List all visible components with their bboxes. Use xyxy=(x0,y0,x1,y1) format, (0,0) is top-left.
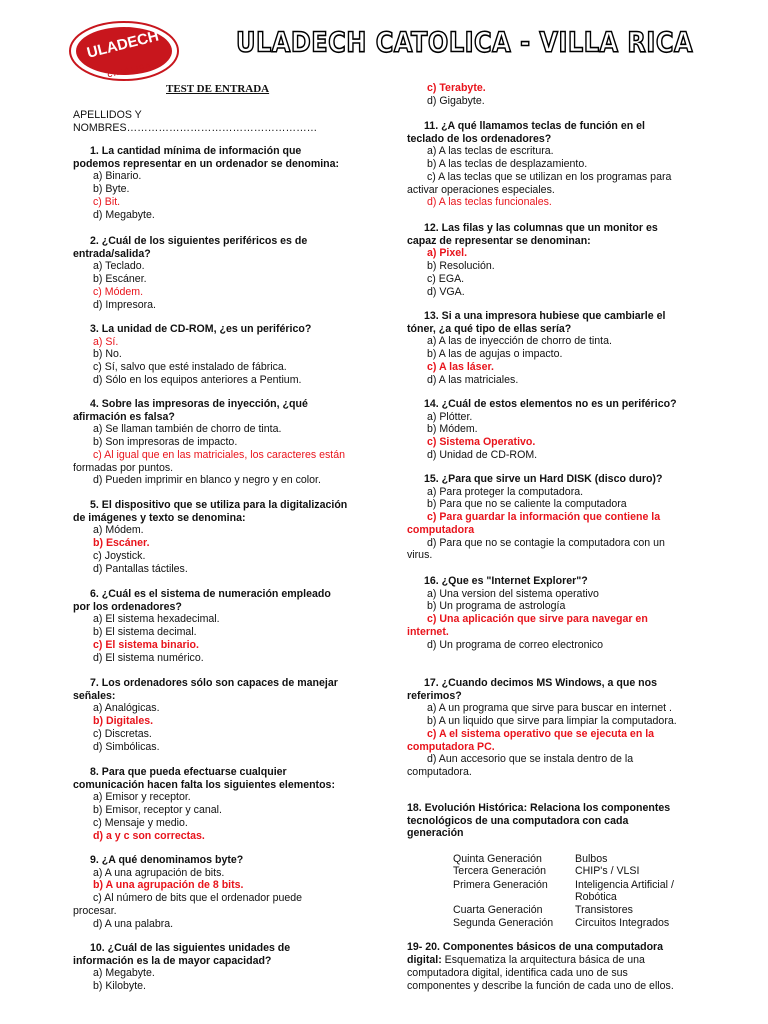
generation-component: Transistores xyxy=(575,904,633,916)
question-text: componentes y describe la función de cada uno de ellos. xyxy=(407,980,674,992)
question-text: 8. Para que pueda efectuarse cualquier xyxy=(90,766,287,778)
answer-option: b) Escáner. xyxy=(93,273,147,286)
answer-option: c) El sistema binario. xyxy=(93,638,199,651)
answer-option: c) Discretas. xyxy=(93,727,152,740)
answer-option: b) Escáner. xyxy=(93,537,150,550)
answer-option: a) Se llaman también de chorro de tinta. xyxy=(93,423,282,436)
answer-option: c) Una aplicación que sirve para navegar en xyxy=(427,613,648,626)
question-text: 5. El dispositivo que se utiliza para la digitalización xyxy=(90,499,348,511)
answer-option: d) Pantallas táctiles. xyxy=(93,562,188,575)
generation-component: Circuitos Integrados xyxy=(575,917,670,929)
question-text: 3. La unidad de CD-ROM, ¿es un periférico? xyxy=(90,323,312,335)
answer-option: d) Gigabyte. xyxy=(427,95,485,107)
answer-option: d) Aun accesorio que se instala dentro de la xyxy=(427,753,634,766)
answer-option: d) A las matriciales. xyxy=(427,373,519,386)
question-text: 15. ¿Para que sirve un Hard DISK (disco duro)? xyxy=(424,473,663,485)
question-text: por los ordenadores? xyxy=(73,600,182,613)
answer-option: d) Para que no se contagie la computadora con un xyxy=(427,536,665,549)
answer-option: computadora PC. xyxy=(407,740,495,753)
generation-component: Bulbos xyxy=(575,853,608,865)
answer-option: a) Megabyte. xyxy=(93,967,155,980)
answer-option: b) Kilobyte. xyxy=(93,980,146,993)
generation-component: CHIP's / VLSI xyxy=(575,865,640,877)
question-text: tecnológicos de una computadora con cada xyxy=(407,814,629,827)
answer-option: c) Bit. xyxy=(93,195,121,208)
answer-option: internet. xyxy=(407,625,449,638)
test-title: TEST DE ENTRADA xyxy=(166,83,270,95)
question-text: 10. ¿Cuál de las siguientes unidades de xyxy=(90,942,291,954)
answer-option: d) Sólo en los equipos anteriores a Pentium. xyxy=(93,373,302,386)
question-text: 19- 20. Componentes básicos de una computadora xyxy=(407,941,664,953)
question-text: 1. La cantidad mínima de información que xyxy=(90,145,302,157)
answer-option: a) Analógicas. xyxy=(93,702,160,715)
answer-option: c) Sí, salvo que esté instalado de fábrica. xyxy=(93,361,287,374)
answer-option: b) No. xyxy=(93,348,122,361)
question-text: 4. Sobre las impresoras de inyección, ¿qué xyxy=(90,398,308,410)
answer-option: computadora. xyxy=(407,765,472,778)
answer-option: c) A el sistema operativo que se ejecuta en la xyxy=(427,727,655,740)
answer-option: activar operaciones especiales. xyxy=(407,183,555,196)
answer-option: b) Byte. xyxy=(93,183,130,196)
question-text: comunicación hacen falta los siguientes elementos: xyxy=(73,778,335,791)
question-text: entrada/salida? xyxy=(73,247,151,260)
answer-option: d) Pueden imprimir en blanco y negro y en color. xyxy=(93,474,321,487)
answer-option: procesar. xyxy=(73,904,117,917)
name-label: APELLIDOS Y xyxy=(73,109,142,121)
answer-option: c) Sistema Operativo. xyxy=(427,436,536,449)
question-text: referimos? xyxy=(407,689,462,702)
answer-option: d) A las teclas funcionales. xyxy=(427,196,552,209)
answer-option: d) Un programa de correo electronico xyxy=(427,638,604,651)
answer-option: b) Resolución. xyxy=(427,260,495,273)
logo-top-text: ULADECH xyxy=(85,27,161,62)
generation-name: Quinta Generación xyxy=(453,853,542,865)
answer-option: c) A las teclas que se utilizan en los programas para xyxy=(427,170,672,183)
question-label: digital: xyxy=(407,954,442,966)
answer-option: computadora xyxy=(407,523,475,536)
question-text: 12. Las filas y las columnas que un monitor es xyxy=(424,222,658,234)
answer-option: formadas por puntos. xyxy=(73,461,174,474)
question-text: generación xyxy=(407,827,464,840)
answer-option: a) A las de inyección de chorro de tinta. xyxy=(427,335,612,348)
question-text xyxy=(407,954,645,966)
question-text: 17. ¿Cuando decimos MS Windows, a que nos xyxy=(424,677,657,689)
question-text: 14. ¿Cuál de estos elementos no es un periférico? xyxy=(424,398,677,410)
question-text: 9. ¿A qué denominamos byte? xyxy=(90,854,244,866)
answer-option: b) Son impresoras de impacto. xyxy=(93,436,238,449)
question-text: computadora digital, identifica cada uno de sus xyxy=(407,967,628,979)
answer-option: virus. xyxy=(407,549,433,562)
answer-option: b) Emisor, receptor y canal. xyxy=(93,804,222,817)
generation-component: Inteligencia Artificial / xyxy=(575,879,674,891)
question-text: señales: xyxy=(73,689,116,702)
answer-option: c) Mensaje y medio. xyxy=(93,816,188,829)
answer-option: c) Joystick. xyxy=(93,549,146,562)
answer-option: d) VGA. xyxy=(427,285,465,298)
answer-option: b) Para que no se caliente la computadora xyxy=(427,498,627,511)
generation-name: Cuarta Generación xyxy=(453,904,543,916)
question-text: tóner, ¿a qué tipo de ellas sería? xyxy=(407,322,572,335)
answer-option: d) Megabyte. xyxy=(93,208,155,221)
answer-option: a) A las teclas de escritura. xyxy=(427,145,554,158)
answer-option: b) A las de agujas o impacto. xyxy=(427,348,563,361)
answer-option: c) Al número de bits que el ordenador puede xyxy=(93,892,303,905)
question-text: 7. Los ordenadores sólo son capaces de manejar xyxy=(90,677,338,689)
answer-option: a) Emisor y receptor. xyxy=(93,791,191,804)
question-text: 13. Si a una impresora hubiese que cambiarle el xyxy=(424,310,666,322)
answer-option: b) Digitales. xyxy=(93,715,154,728)
logo-bottom-text: CATÓLICA xyxy=(106,61,153,80)
answer-option: a) Binario. xyxy=(93,170,142,183)
question-text: 6. ¿Cuál es el sistema de numeración empleado xyxy=(90,588,331,600)
answer-option: b) A un liquido que sirve para limpiar la computadora. xyxy=(427,715,677,728)
question-text: capaz de representar se denominan: xyxy=(407,234,591,247)
question-text: podemos representar en un ordenador se denomina: xyxy=(73,157,340,170)
uladech-logo xyxy=(68,20,180,82)
answer-option: c) EGA. xyxy=(427,272,465,285)
question-body: Esquematiza la arquitectura básica de una xyxy=(441,954,645,966)
question-text: afirmación es falsa? xyxy=(73,410,175,423)
name-label: NOMBRES……………………………………………… xyxy=(73,122,318,134)
question-text: información es la de mayor capacidad? xyxy=(73,954,272,967)
question-text: de imágenes y texto se denomina: xyxy=(73,511,246,524)
generation-component: Robótica xyxy=(575,891,617,903)
question-text: 11. ¿A qué llamamos teclas de función en el xyxy=(424,120,645,132)
answer-option: a) Para proteger la computadora. xyxy=(427,485,584,498)
answer-option: a) A un programa que sirve para buscar en internet . xyxy=(427,702,672,715)
page-title: ULADECH CATOLICA - VILLA RICA xyxy=(236,26,694,59)
answer-option: b) El sistema decimal. xyxy=(93,626,197,639)
answer-option: a) Plótter. xyxy=(427,410,473,423)
question-text: 2. ¿Cuál de los siguientes periféricos es de xyxy=(90,235,308,247)
answer-option: a) Pixel. xyxy=(427,247,468,260)
answer-option: c) Al igual que en las matriciales, los caracteres están xyxy=(93,448,346,461)
answer-option: d) a y c son correctas. xyxy=(93,829,205,842)
generation-name: Tercera Generación xyxy=(453,865,547,877)
answer-option: c) Módem. xyxy=(93,285,144,298)
question-text: 18. Evolución Histórica: Relaciona los componentes xyxy=(407,802,671,814)
answer-option: a) El sistema hexadecimal. xyxy=(93,613,220,626)
answer-option: b) A las teclas de desplazamiento. xyxy=(427,158,588,171)
answer-option: a) Una version del sistema operativo xyxy=(427,587,599,600)
answer-option: a) Teclado. xyxy=(93,260,145,273)
answer-option: b) Un programa de astrología xyxy=(427,600,566,613)
generation-name: Segunda Generación xyxy=(453,917,554,929)
answer-option: d) Simbólicas. xyxy=(93,740,160,753)
answer-option: a) A una agrupación de bits. xyxy=(93,866,225,879)
answer-option: d) El sistema numérico. xyxy=(93,651,204,664)
answer-option: d) Unidad de CD-ROM. xyxy=(427,448,538,461)
answer-option: a) Sí. xyxy=(93,335,119,348)
answer-option: c) Terabyte. xyxy=(427,82,486,94)
question-text: 16. ¿Que es "Internet Explorer"? xyxy=(424,575,588,587)
answer-option: c) A las láser. xyxy=(427,360,494,373)
answer-option: b) A una agrupación de 8 bits. xyxy=(93,879,244,892)
answer-option: b) Módem. xyxy=(427,423,478,436)
answer-option: c) Para guardar la información que contiene la xyxy=(427,511,661,524)
answer-option: d) A una palabra. xyxy=(93,917,174,930)
question-text: teclado de los ordenadores? xyxy=(407,132,552,145)
generation-name: Primera Generación xyxy=(453,879,548,891)
answer-option: d) Impresora. xyxy=(93,298,156,311)
answer-option: a) Módem. xyxy=(93,524,144,537)
